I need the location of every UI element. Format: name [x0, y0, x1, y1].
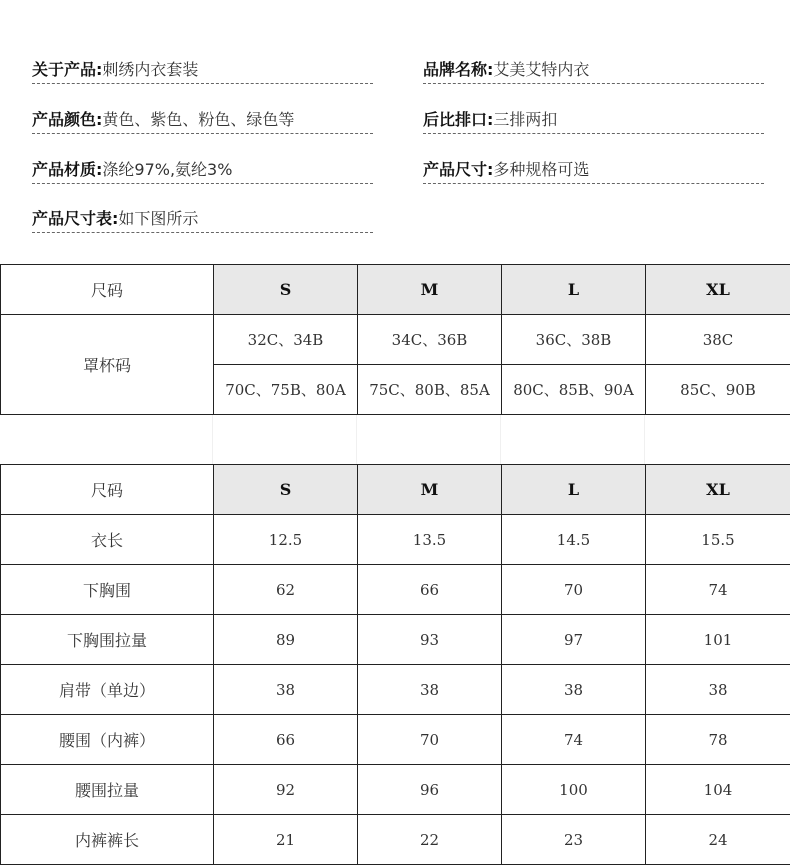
header-cell: S [214, 265, 358, 315]
cup-size-table [0, 264, 790, 415]
material-value: 涤纶97%,氨纶3% [102, 159, 233, 179]
table-cell: 24 [646, 815, 790, 865]
table-cell: 15.5 [646, 515, 790, 565]
table-cell: 21 [214, 815, 358, 865]
table-row [1, 615, 790, 665]
table-cell: 38 [646, 665, 790, 715]
table-row [1, 815, 790, 865]
product-info-section [0, 0, 790, 260]
table-header-row [1, 465, 790, 515]
header-cell: L [502, 265, 646, 315]
table-cell: 62 [214, 565, 358, 615]
clasp-value: 三排两扣 [493, 109, 558, 129]
table-cell: 89 [214, 615, 358, 665]
row-label: 腰围拉量 [1, 765, 214, 815]
divider [356, 415, 357, 464]
table-cell: 100 [502, 765, 646, 815]
table-row [1, 565, 790, 615]
table-spacer [0, 415, 790, 464]
table-cell: 66 [214, 715, 358, 765]
table-cell: 70 [502, 565, 646, 615]
brand-value: 艾美艾特内衣 [493, 59, 590, 79]
info-row-size-chart [32, 202, 373, 233]
table-cell: 70C、75B、80A [214, 365, 358, 415]
row-label: 衣长 [1, 515, 214, 565]
about-label: 关于产品: [32, 59, 103, 79]
about-value: 刺绣内衣套装 [102, 59, 199, 79]
header-cell: S [214, 465, 358, 515]
table-cell: 14.5 [502, 515, 646, 565]
table-cell: 12.5 [214, 515, 358, 565]
info-row-brand [423, 53, 764, 84]
color-value: 黄色、紫色、粉色、绿色等 [102, 109, 295, 129]
table-cell: 93 [358, 615, 502, 665]
table-cell: 78 [646, 715, 790, 765]
divider [212, 415, 213, 464]
table-row [1, 765, 790, 815]
color-label: 产品颜色: [32, 109, 103, 129]
table-row [1, 315, 790, 365]
info-row-clasp [423, 103, 764, 134]
size-chart-value: 如下图所示 [118, 208, 199, 228]
table-cell: 70 [358, 715, 502, 765]
table-cell: 101 [646, 615, 790, 665]
divider [644, 415, 645, 464]
table-row [1, 515, 790, 565]
table-cell: 104 [646, 765, 790, 815]
header-cell: XL [646, 465, 790, 515]
divider [500, 415, 501, 464]
size-value: 多种规格可选 [493, 159, 590, 179]
info-row-color [32, 103, 373, 134]
cup-row-label: 罩杯码 [1, 315, 214, 415]
clasp-label: 后比排口: [423, 109, 494, 129]
table-cell: 92 [214, 765, 358, 815]
table-cell: 38 [502, 665, 646, 715]
table-row [1, 715, 790, 765]
table-cell: 96 [358, 765, 502, 815]
table-row [1, 665, 790, 715]
table-cell: 75C、80B、85A [358, 365, 502, 415]
table-cell: 13.5 [358, 515, 502, 565]
table-cell: 85C、90B [646, 365, 790, 415]
row-label: 下胸围 [1, 565, 214, 615]
header-cell: M [358, 265, 502, 315]
table-cell: 38 [214, 665, 358, 715]
table-cell: 23 [502, 815, 646, 865]
table-cell: 74 [502, 715, 646, 765]
row-label: 腰围（内裤） [1, 715, 214, 765]
table-cell: 34C、36B [358, 315, 502, 365]
header-cell: 尺码 [1, 265, 214, 315]
size-chart-label: 产品尺寸表: [32, 208, 119, 228]
measurement-table [0, 464, 790, 865]
table-cell: 36C、38B [502, 315, 646, 365]
table-cell: 22 [358, 815, 502, 865]
header-cell: L [502, 465, 646, 515]
table-cell: 97 [502, 615, 646, 665]
row-label: 肩带（单边） [1, 665, 214, 715]
table-cell: 32C、34B [214, 315, 358, 365]
material-label: 产品材质: [32, 159, 103, 179]
header-cell: 尺码 [1, 465, 214, 515]
table-cell: 38C [646, 315, 790, 365]
row-label: 内裤裤长 [1, 815, 214, 865]
table-cell: 74 [646, 565, 790, 615]
size-label: 产品尺寸: [423, 159, 494, 179]
info-row-about [32, 53, 373, 84]
table-cell: 66 [358, 565, 502, 615]
brand-label: 品牌名称: [423, 59, 494, 79]
header-cell: XL [646, 265, 790, 315]
info-row-material [32, 153, 373, 184]
table-cell: 80C、85B、90A [502, 365, 646, 415]
info-row-size [423, 153, 764, 184]
table-cell: 38 [358, 665, 502, 715]
header-cell: M [358, 465, 502, 515]
row-label: 下胸围拉量 [1, 615, 214, 665]
table-header-row [1, 265, 790, 315]
